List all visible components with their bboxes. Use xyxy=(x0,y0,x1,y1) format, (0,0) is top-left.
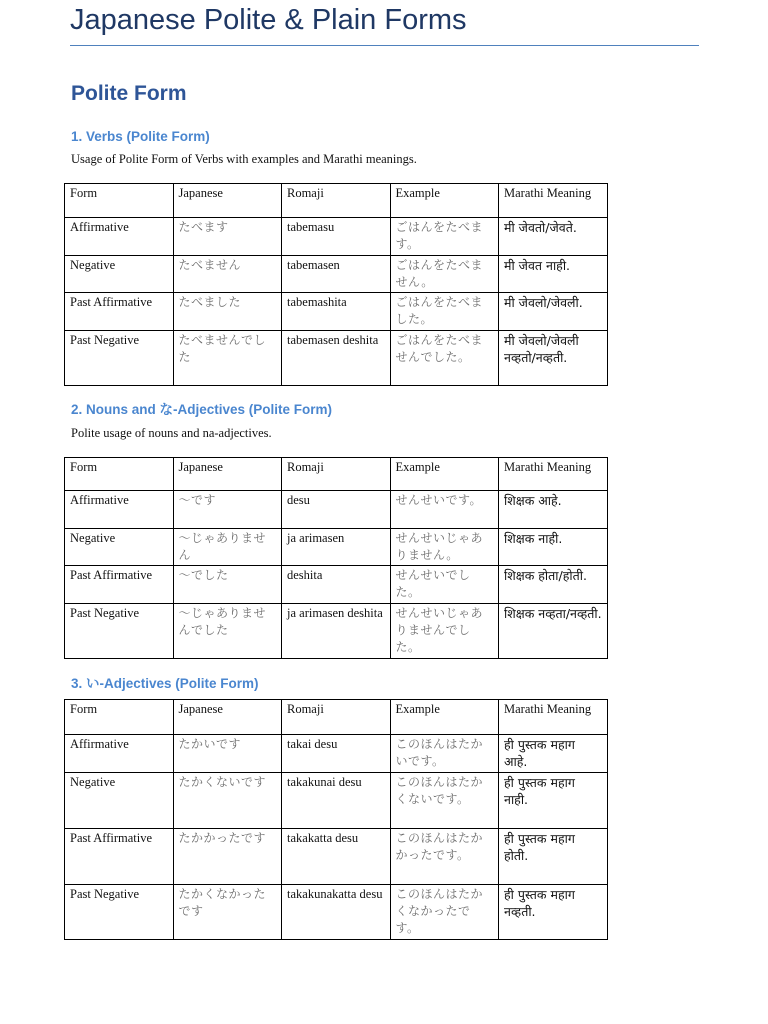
column-header-romaji: Romaji xyxy=(282,458,391,491)
table-row xyxy=(65,773,608,829)
table-header-row xyxy=(65,700,608,735)
example-cell: ごはんをたべませんでした。 xyxy=(390,331,499,386)
example-cell: ごはんをたべません。 xyxy=(390,256,499,293)
romaji-cell: ja arimasen deshita xyxy=(282,604,391,659)
romaji-cell: tabemasen deshita xyxy=(282,331,391,386)
romaji-cell: deshita xyxy=(282,566,391,604)
japanese-cell: ～でした xyxy=(173,566,282,604)
marathi-meaning-cell: मी जेवलो/जेवली. xyxy=(499,293,608,331)
example-cell: ごはんをたべました。 xyxy=(390,293,499,331)
marathi-meaning-cell: मी जेवत नाही. xyxy=(499,256,608,293)
romaji-cell: takakatta desu xyxy=(282,829,391,885)
example-cell: せんせいじゃありません。 xyxy=(390,529,499,566)
example-cell: せんせいでした。 xyxy=(390,566,499,604)
form-cell: Negative xyxy=(65,773,174,829)
column-header-marathi-meaning: Marathi Meaning xyxy=(499,700,608,735)
table-row xyxy=(65,829,608,885)
i-adjectives-subheading: 3. い-Adjectives (Polite Form) xyxy=(71,676,259,691)
table-row xyxy=(65,604,608,659)
marathi-meaning-cell: ही पुस्तक महाग आहे. xyxy=(499,735,608,773)
table-row xyxy=(65,491,608,529)
document-title: Japanese Polite & Plain Forms xyxy=(70,4,467,36)
column-header-form: Form xyxy=(65,458,174,491)
verbs-description: Usage of Polite Form of Verbs with examples and Marathi meanings. xyxy=(71,152,417,166)
column-header-form: Form xyxy=(65,184,174,218)
nouns-na-adjectives-description: Polite usage of nouns and na-adjectives. xyxy=(71,426,272,440)
form-cell: Past Negative xyxy=(65,331,174,386)
marathi-meaning-cell: शिक्षक नाही. xyxy=(499,529,608,566)
japanese-cell: たかかったです xyxy=(173,829,282,885)
form-cell: Past Affirmative xyxy=(65,566,174,604)
japanese-cell: たべません xyxy=(173,256,282,293)
japanese-cell: たかくなかったです xyxy=(173,885,282,940)
column-header-example: Example xyxy=(390,458,499,491)
romaji-cell: desu xyxy=(282,491,391,529)
i-adjectives-table xyxy=(64,699,608,940)
example-cell: せんせいじゃありませんでした。 xyxy=(390,604,499,659)
column-header-example: Example xyxy=(390,184,499,218)
example-cell: ごはんをたべます。 xyxy=(390,218,499,256)
table-row xyxy=(65,331,608,386)
table-row xyxy=(65,885,608,940)
nouns-na-adjectives-table xyxy=(64,457,608,659)
verbs-table xyxy=(64,183,608,386)
column-header-form: Form xyxy=(65,700,174,735)
title-underline xyxy=(70,45,699,46)
romaji-cell: takakunai desu xyxy=(282,773,391,829)
table-header-row xyxy=(65,184,608,218)
column-header-example: Example xyxy=(390,700,499,735)
marathi-meaning-cell: ही पुस्तक महाग नाही. xyxy=(499,773,608,829)
table-row xyxy=(65,218,608,256)
column-header-japanese: Japanese xyxy=(173,184,282,218)
form-cell: Affirmative xyxy=(65,491,174,529)
form-cell: Past Affirmative xyxy=(65,293,174,331)
romaji-cell: ja arimasen xyxy=(282,529,391,566)
table-header-row xyxy=(65,458,608,491)
column-header-marathi-meaning: Marathi Meaning xyxy=(499,458,608,491)
form-cell: Affirmative xyxy=(65,735,174,773)
form-cell: Past Negative xyxy=(65,885,174,940)
verbs-subheading: 1. Verbs (Polite Form) xyxy=(71,129,210,144)
table-row xyxy=(65,293,608,331)
marathi-meaning-cell: शिक्षक आहे. xyxy=(499,491,608,529)
table-row xyxy=(65,566,608,604)
column-header-japanese: Japanese xyxy=(173,700,282,735)
japanese-cell: たかくないです xyxy=(173,773,282,829)
table-row xyxy=(65,529,608,566)
form-cell: Negative xyxy=(65,256,174,293)
romaji-cell: takai desu xyxy=(282,735,391,773)
romaji-cell: takakunakatta desu xyxy=(282,885,391,940)
form-cell: Past Negative xyxy=(65,604,174,659)
japanese-cell: ～です xyxy=(173,491,282,529)
romaji-cell: tabemasu xyxy=(282,218,391,256)
japanese-cell: ～じゃありません xyxy=(173,529,282,566)
japanese-cell: たべます xyxy=(173,218,282,256)
marathi-meaning-cell: मी जेवतो/जेवते. xyxy=(499,218,608,256)
japanese-cell: たべませんでした xyxy=(173,331,282,386)
example-cell: このほんはたかいです。 xyxy=(390,735,499,773)
japanese-cell: たべました xyxy=(173,293,282,331)
example-cell: このほんはたかかったです。 xyxy=(390,829,499,885)
romaji-cell: tabemasen xyxy=(282,256,391,293)
table-row xyxy=(65,735,608,773)
romaji-cell: tabemashita xyxy=(282,293,391,331)
column-header-romaji: Romaji xyxy=(282,700,391,735)
japanese-cell: ～じゃありませんでした xyxy=(173,604,282,659)
form-cell: Negative xyxy=(65,529,174,566)
column-header-marathi-meaning: Marathi Meaning xyxy=(499,184,608,218)
section-heading-polite-form: Polite Form xyxy=(71,82,187,105)
marathi-meaning-cell: ही पुस्तक महाग होती. xyxy=(499,829,608,885)
example-cell: このほんはたかくないです。 xyxy=(390,773,499,829)
form-cell: Affirmative xyxy=(65,218,174,256)
table-row xyxy=(65,256,608,293)
marathi-meaning-cell: मी जेवलो/जेवली नव्हतो/नव्हती. xyxy=(499,331,608,386)
example-cell: せんせいです。 xyxy=(390,491,499,529)
marathi-meaning-cell: शिक्षक होता/होती. xyxy=(499,566,608,604)
japanese-cell: たかいです xyxy=(173,735,282,773)
form-cell: Past Affirmative xyxy=(65,829,174,885)
column-header-romaji: Romaji xyxy=(282,184,391,218)
marathi-meaning-cell: ही पुस्तक महाग नव्हती. xyxy=(499,885,608,940)
example-cell: このほんはたかくなかったです。 xyxy=(390,885,499,940)
nouns-na-adjectives-subheading: 2. Nouns and な-Adjectives (Polite Form) xyxy=(71,402,333,417)
marathi-meaning-cell: शिक्षक नव्हता/नव्हती. xyxy=(499,604,608,659)
column-header-japanese: Japanese xyxy=(173,458,282,491)
